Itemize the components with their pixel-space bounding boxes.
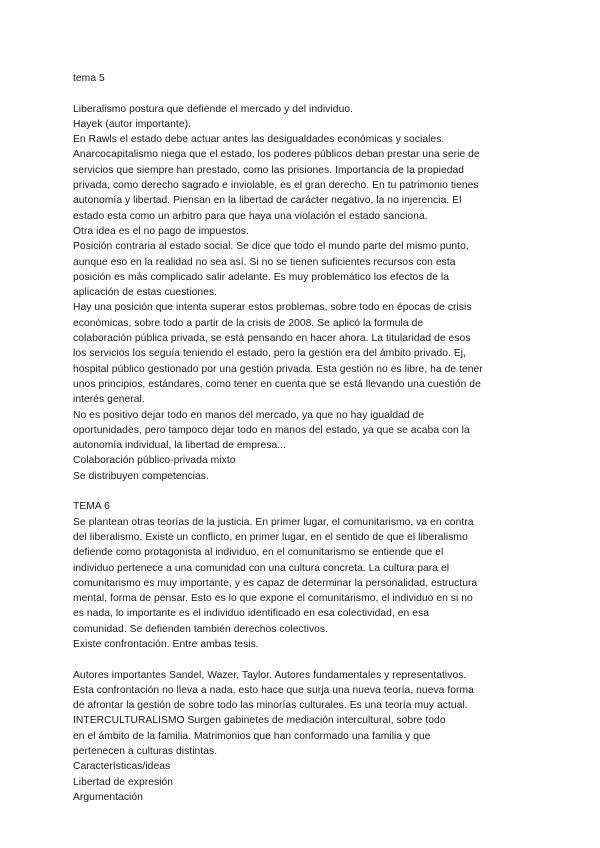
text-line: Posición contraria al estado social. Se dice que todo el mundo parte del mismo punto, bbox=[73, 241, 469, 253]
text-line: es nada, lo importante es el individuo identificado en esa colectividad, en esa bbox=[73, 608, 429, 620]
text-line: interés general. bbox=[73, 394, 145, 406]
text-line: hospital público gestionado por una gestión privada. Esta gestión no es libre, ha de tener bbox=[73, 363, 483, 375]
text-line: del liberalismo. Existe un conflicto, en primer lugar, en el sentido de que el liberalismo bbox=[73, 531, 468, 543]
text-line: autonomía individual, la libertad de empresa... bbox=[73, 440, 286, 452]
text-line: Características/ideas bbox=[73, 761, 171, 773]
text-line: individuo pertenece a una comunidad con una cultura concreta. La cultura para el bbox=[73, 562, 450, 574]
text-line: Argumentación bbox=[73, 791, 143, 803]
text-line: Hay una posición que intenta superar estos problemas, sobre todo en épocas de crisis bbox=[73, 302, 472, 314]
text-line: privada, como derecho sagrado e inviolable, es el gran derecho. En tu patrimonio tienes bbox=[73, 180, 479, 192]
text-line: Esta confrontación no lleva a nada, esto hace que surja una nueva teoría, nueva forma bbox=[73, 684, 474, 696]
text-line: comunitarismo es muy importante, y es capaz de determinar la personalidad, estructura bbox=[73, 577, 478, 589]
text-line: Se plantean otras teorías de la justicia. En primer lugar, el comunitarismo, va en contra bbox=[73, 516, 474, 528]
text-line: de afrontar la gestión de sobre todo las minorías culturales. Es una teoría muy actual. bbox=[73, 700, 468, 712]
text-line: Hayek (autor importante). bbox=[73, 118, 191, 130]
text-line: unos principios, estándares, como tener en cuenta que se está llevando una cuestión de bbox=[73, 378, 481, 390]
text-line: Anarcocapitalismo niega que el estado, los poderes públicos deban prestar una serie de bbox=[73, 149, 480, 161]
text-line: los servicios los seguía teniendo el estado, pero la gestión era del ámbito privado. Ej, bbox=[73, 348, 467, 360]
text-line: Existe confrontación. Entre ambas tesis. bbox=[73, 638, 259, 650]
text-line: oportunidades, pero tampoco dejar todo en manos del estado, ya que se acaba con la bbox=[73, 424, 470, 436]
document-body bbox=[73, 71, 543, 805]
text-line: Se distribuyen competencias. bbox=[73, 470, 209, 482]
text-line: mental, forma de pensar. Esto es lo que expone el comunitarismo, el individuo en si no bbox=[73, 593, 473, 605]
text-line: Otra idea es el no pago de impuestos. bbox=[73, 225, 249, 237]
text-line: En Rawls el estado debe actuar antes las desigualdades económicas y sociales. bbox=[73, 134, 445, 146]
text-line: comunidad. Se defienden también derechos colectivos. bbox=[73, 623, 329, 635]
tema6-heading: TEMA 6 bbox=[73, 501, 110, 513]
text-line: colaboración pública privada, se está pensando en hacer ahora. La titularidad de esos bbox=[73, 333, 471, 345]
blank-line bbox=[73, 484, 543, 499]
text-line: INTERCULTURALISMO Surgen gabinetes de mediación intercultural, sobre todo bbox=[73, 715, 446, 727]
text-line: estado esta como un arbitro para que haya una violación el estado sanciona. bbox=[73, 210, 428, 222]
text-line: económicas, sobre todo a partir de la crisis de 2008. Se aplicó la formula de bbox=[73, 317, 424, 329]
text-line: servicios que siempre han prestado, como las prisiones. Importancia de la propiedad bbox=[73, 164, 465, 176]
tema5-heading: tema 5 bbox=[73, 73, 105, 84]
text-line: autonomía y libertad. Piensan en la libertad de carácter negativo, la no injerencia. El bbox=[73, 195, 462, 207]
text-line: en el ámbito de la familia. Matrimonios que han conformado una familia y que bbox=[73, 730, 431, 742]
text-line: aplicación de estas cuestiones. bbox=[73, 287, 218, 299]
text-line: No es positivo dejar todo en manos del mercado, ya que no hay igualdad de bbox=[73, 409, 425, 421]
text-line: Liberalismo postura que defiende el mercado y del individuo. bbox=[73, 103, 354, 115]
blank-line bbox=[73, 86, 543, 101]
text-line: aunque eso en la realidad no sea así. Si no se tienen suficientes recursos con esta bbox=[73, 256, 456, 268]
blank-line bbox=[73, 652, 543, 667]
text-line: pertenecen a culturas distintas. bbox=[73, 746, 218, 758]
text-line: Libertad de expresión bbox=[73, 776, 174, 788]
text-line: posición es más complicado salir adelante. Es muy problemático los efectos de la bbox=[73, 271, 450, 283]
text-line: Colaboración público-privada mixto bbox=[73, 455, 236, 467]
text-line: Autores importantes Sandel, Wazer, Taylor. Autores fundamentales y representativos. bbox=[73, 669, 467, 681]
text-line: defiende como protagonista al individuo, en el comunitarismo se entiende que el bbox=[73, 547, 444, 559]
